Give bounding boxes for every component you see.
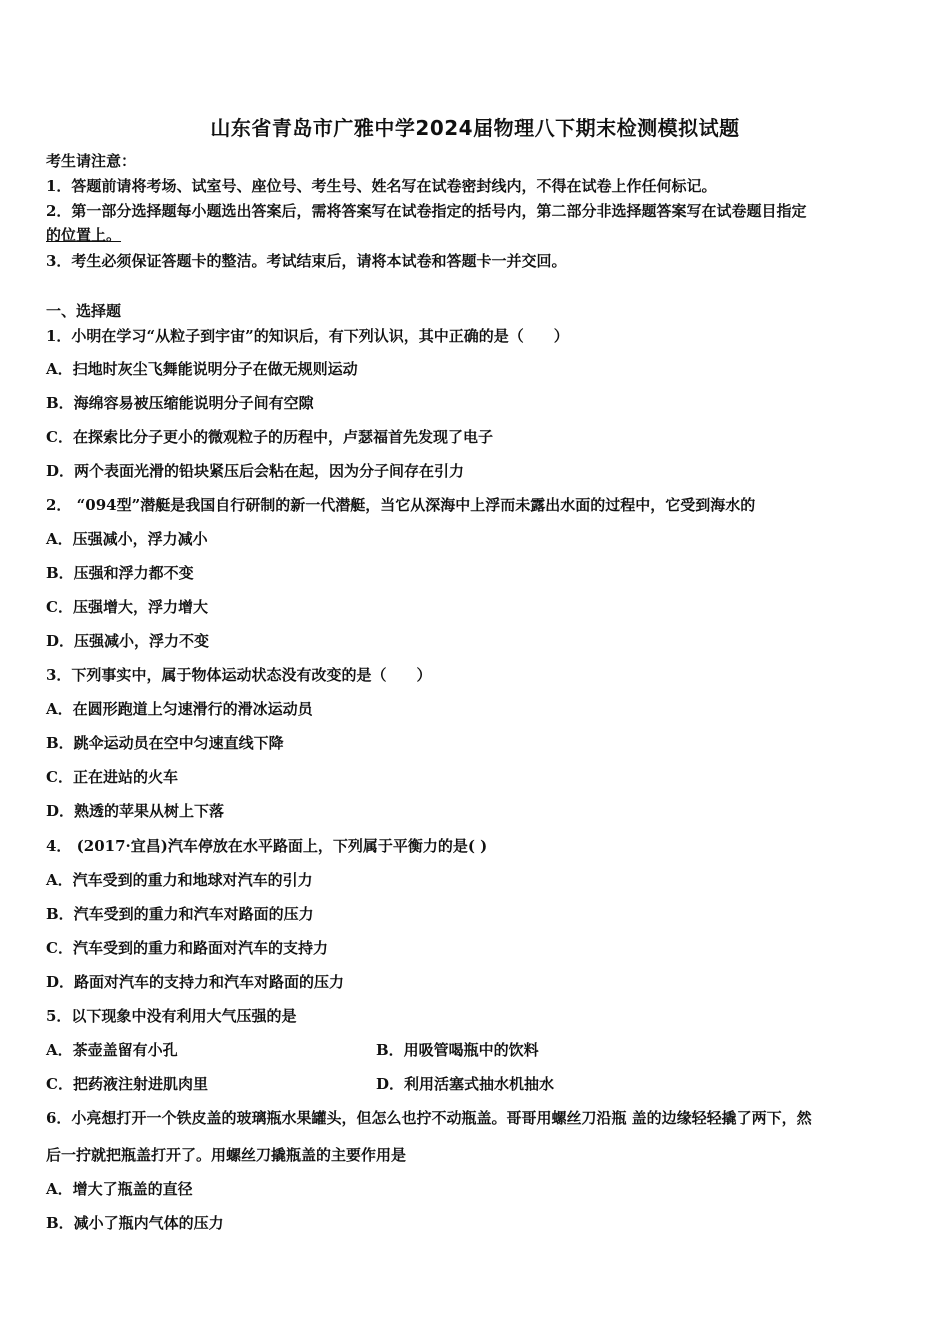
question-stem: 5．以下现象中没有利用大气压强的是 xyxy=(46,1007,297,1025)
option: A．增大了瓶盖的直径 xyxy=(46,1180,193,1198)
option: B．减小了瓶内气体的压力 xyxy=(46,1214,224,1232)
question-stem: 1．小明在学习“从粒子到宇宙”的知识后，有下列认识，其中正确的是（ ） xyxy=(46,327,569,345)
option: C．在探索比分子更小的微观粒子的历程中，卢瑟福首先发现了电子 xyxy=(46,428,493,446)
option: A．茶壶盖留有小孔 xyxy=(46,1041,178,1059)
question-stem: 6．小亮想打开一个铁皮盖的玻璃瓶水果罐头，但怎么也拧不动瓶盖。哥哥用螺丝刀沿瓶 盖的边缘轻轻撬了两下，然 xyxy=(46,1109,812,1127)
notice-item: 2．第一部分选择题每小题选出答案后，需将答案写在试卷指定的括号内，第二部分非选择题答案写在试卷题目指定 xyxy=(46,202,807,220)
option: D．利用活塞式抽水机抽水 xyxy=(376,1075,555,1093)
option: D．熟透的苹果从树上下落 xyxy=(46,802,225,820)
option: B．汽车受到的重力和汽车对路面的压力 xyxy=(46,905,314,923)
option: C．把药液注射进肌肉里 xyxy=(46,1075,208,1093)
option: C．压强增大，浮力增大 xyxy=(46,598,208,616)
notice-item: 的位置上。 xyxy=(46,226,122,244)
notice-item: 1．答题前请将考场、试室号、座位号、考生号、姓名写在试卷密封线内，不得在试卷上作任何标记。 xyxy=(46,177,717,195)
section-heading: 一、选择题 xyxy=(46,302,122,320)
question-stem: 3．下列事实中，属于物体运动状态没有改变的是（ ） xyxy=(46,666,432,684)
question-stem-continued: 后一拧就把瓶盖打开了。用螺丝刀撬瓶盖的主要作用是 xyxy=(46,1146,407,1164)
option: B．跳伞运动员在空中匀速直线下降 xyxy=(46,734,284,752)
option: A．汽车受到的重力和地球对汽车的引力 xyxy=(46,871,313,889)
question-stem: 2． “094型”潜艇是我国自行研制的新一代潜艇，当它从深海中上浮而未露出水面的过程中，它受到海水的 xyxy=(46,496,756,514)
option: B．用吸管喝瓶中的饮料 xyxy=(376,1041,539,1059)
option: C．汽车受到的重力和路面对汽车的支持力 xyxy=(46,939,328,957)
option: D．路面对汽车的支持力和汽车对路面的压力 xyxy=(46,973,345,991)
option: A．扫地时灰尘飞舞能说明分子在做无规则运动 xyxy=(46,360,358,378)
option: C．正在进站的火车 xyxy=(46,768,178,786)
option: A．在圆形跑道上匀速滑行的滑冰运动员 xyxy=(46,700,313,718)
option: A．压强减小，浮力减小 xyxy=(46,530,208,548)
option: D．压强减小，浮力不变 xyxy=(46,632,210,650)
page-title: 山东省青岛市广雅中学2024届物理八下期末检测模拟试题 xyxy=(210,116,740,140)
notice-item: 3．考生必须保证答题卡的整洁。考试结束后，请将本试卷和答题卡一并交回。 xyxy=(46,252,567,270)
notice-heading: 考生请注意： xyxy=(46,152,137,170)
option: D．两个表面光滑的铅块紧压后会粘在起，因为分子间存在引力 xyxy=(46,462,465,480)
option: B．海绵容易被压缩能说明分子间有空隙 xyxy=(46,394,314,412)
option: B．压强和浮力都不变 xyxy=(46,564,194,582)
question-stem: 4． (2017·宜昌)汽车停放在水平路面上，下列属于平衡力的是( ) xyxy=(46,837,488,855)
